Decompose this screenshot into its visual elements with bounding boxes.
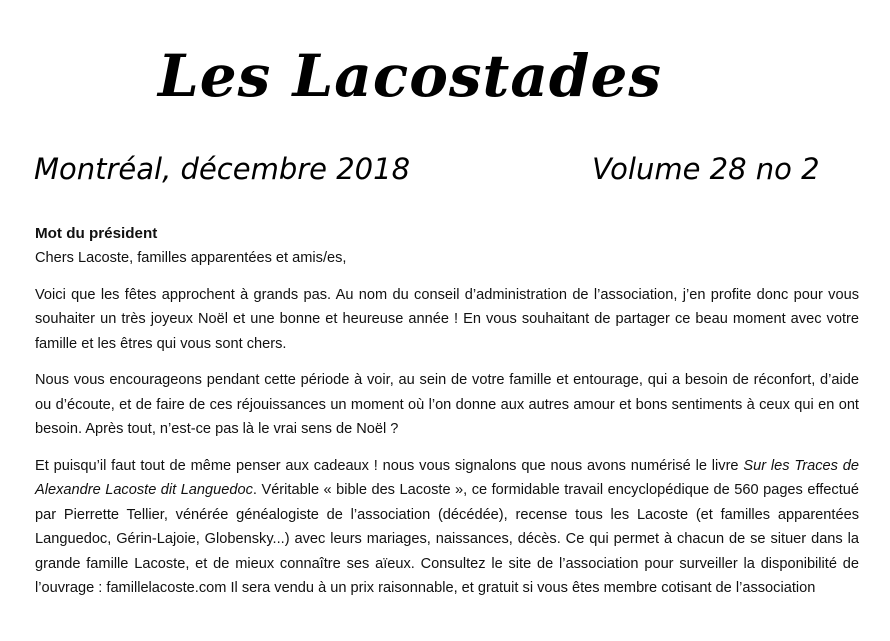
issue-volume: Volume 28 no 2 [592,152,820,186]
paragraph-3 [35,454,859,601]
article-heading: Mot du président [35,225,158,242]
book-title: Sur les Traces de Alexandre Lacoste dit Languedoc [35,457,860,498]
paragraph-3-intro: Et puisqu’il faut tout de même penser aux cadeaux ! nous vous signalons que nous avons numérisé le livre [35,457,744,474]
paragraph-2: Nous vous encourageons pendant cette période à voir, au sein de votre famille et entourage, qui a besoin de réconfort, d’aide ou d’écoute, et de faire de ces réjouissances un moment où l’on donne aux autres amour et bons sentiments à ceux qui en ont besoin. Après tout, n’est-ce pas là le vrai sens de Noël ? [35,372,859,437]
paragraph-3-body: . Véritable « bible des Lacoste », ce formidable travail encyclopédique de 560 pages effectué par Pierrette Tellier, vénérée généalogiste de l’association (décédée), recense tous les Lacoste (et familles apparentées Languedoc, Gérin-Lajoie, Globensky...) avec leurs mariages, naissances, décès. Ce qui permet à chacun de se situer dans la grande famille Lacoste, et de mieux connaître ses aïeux. Consultez le site de l’association pour surveiller la disponibilité de l’ouvrage : famillelacoste.com Il sera vendu à un prix raisonnable, et gratuit si vous êtes membre cotisant de l’association [35,482,859,596]
salutation: Chers Lacoste, familles apparentées et amis/es, [35,250,347,266]
issue-date: Montréal, décembre 2018 [34,152,411,186]
article [35,222,859,613]
newsletter-title: Les Lacostades [157,42,663,110]
paragraph-1: Voici que les fêtes approchent à grands pas. Au nom du conseil d’administration de l’association, j’en profite donc pour vous souhaiter un très joyeux Noël et une bonne et heureuse année ! En vous souhaitant de partager ce beau moment avec votre famille et les êtres qui vous sont chers. [35,286,859,352]
